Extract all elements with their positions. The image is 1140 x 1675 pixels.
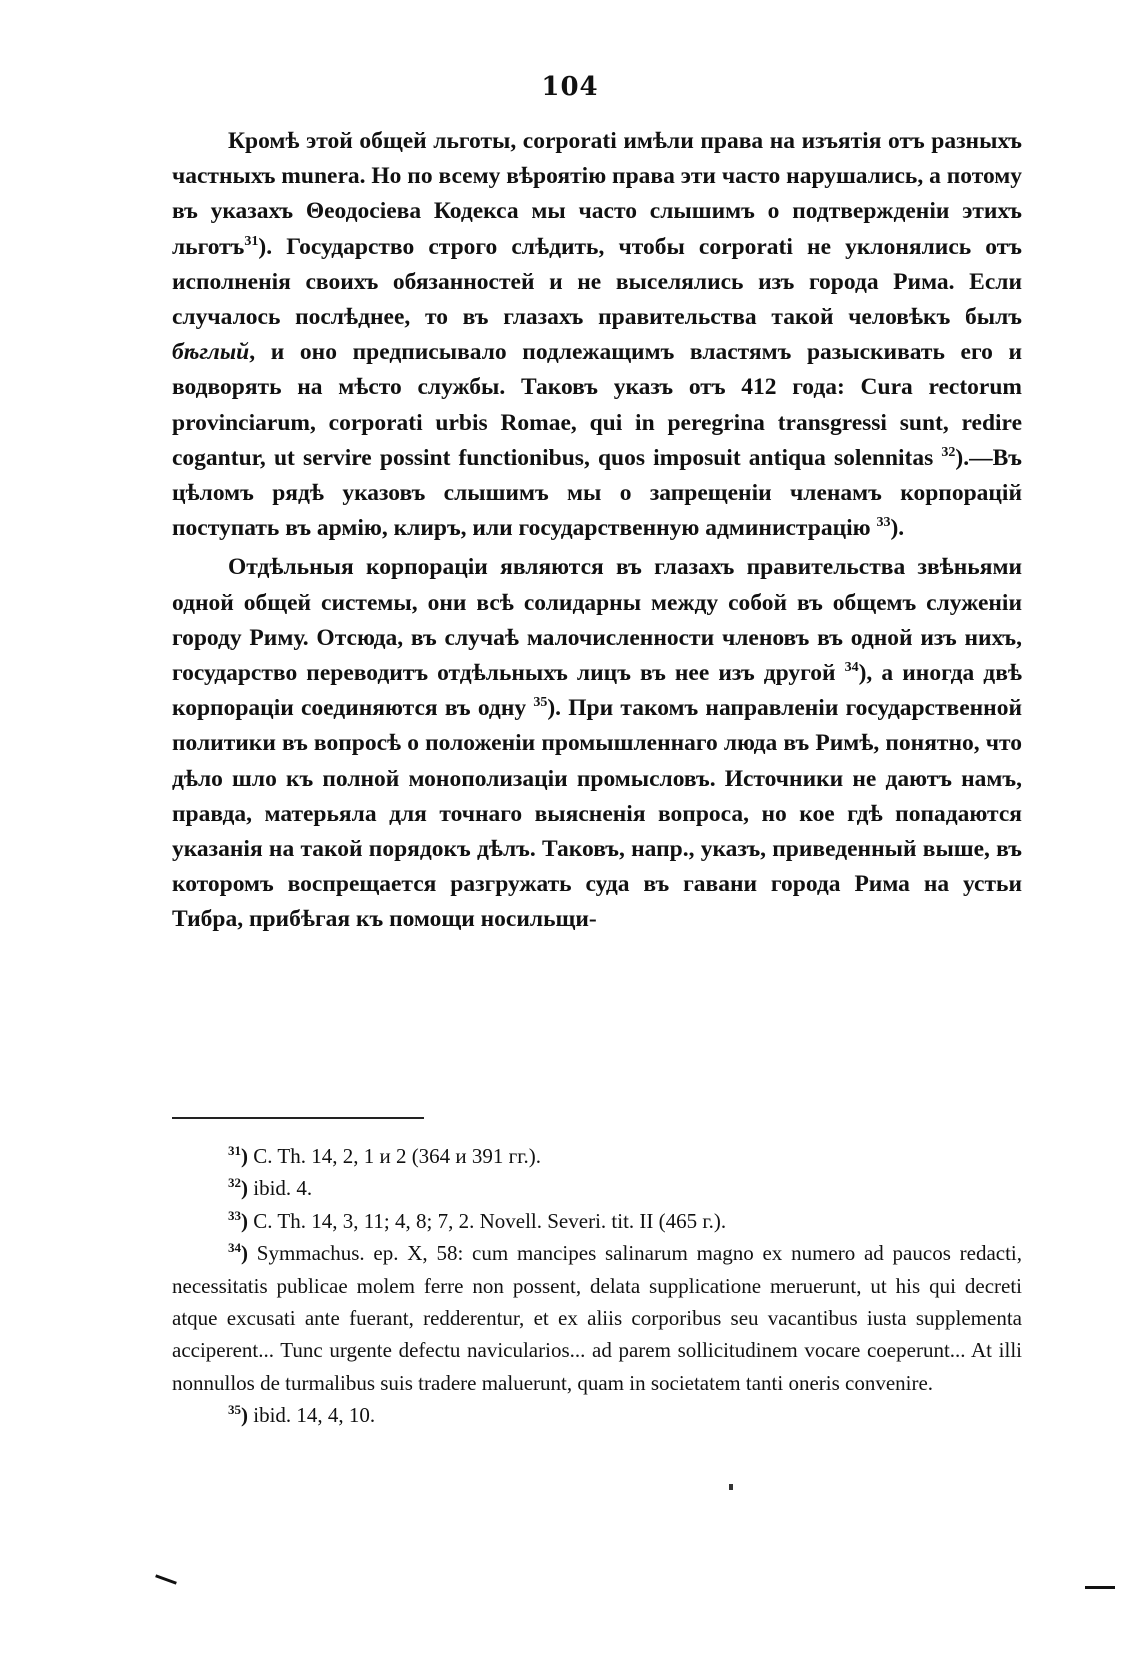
paragraph-1-text-e: ). — [890, 515, 905, 542]
paragraph-2-text-c: ). При такомъ направленіи государственной политики въ вопросѣ о положеніи промышленнаго люда въ Римѣ, понятно, что дѣло шло къ полной монополизаціи промысловъ. Источники не даютъ намъ, правда, матерьяла для точнаго выясненія вопроса, но кое гдѣ попадаются указанія на такой порядокъ дѣлъ. Таковъ, напр., указъ, приведенный выше, въ которомъ воспрещается разгружать суда въ гавани города Рима на устьи Тибра, прибѣгая къ помощи носильщи- — [172, 695, 1022, 933]
italic-word-fugitive: бѣглый — [172, 339, 250, 366]
footnote-number: $^{32}$) — [228, 1175, 248, 1201]
paragraph-1-text-d: ).—Въ цѣломъ рядѣ указовъ слышимъ мы о запрещеніи членамъ корпорацій поступать въ армію, клиръ, или государственную администрацію — [172, 444, 1022, 542]
paragraph-1-text-b: ). Государство строго слѣдить, чтобы corporati не уклонялись отъ исполненія своихъ обязанностей и не выселялись изъ города Рима. Если случалось послѣднее, то въ глазахъ правительства такой человѣкъ былъ — [172, 233, 1022, 331]
footnote-ref-33: 33 — [876, 515, 891, 531]
footnote-32 — [172, 1172, 1022, 1204]
main-text — [172, 124, 1022, 938]
footnote-ref-34: 34 — [844, 660, 859, 676]
footnote-31 — [172, 1140, 1022, 1172]
footnote-text: ibid. 4. — [253, 1176, 313, 1201]
scan-mark-left — [155, 1574, 177, 1584]
footnote-number: $^{35}$) — [228, 1402, 248, 1428]
paragraph-2-text-a: Отдѣльныя корпораціи являются въ глазахъ правительства звѣньями одной общей системы, они всѣ солидарны между собой въ общемъ служеніи городу Риму. Отсюда, въ случаѣ малочисленности членовъ въ одной изъ нихъ, государство переводитъ отдѣльныхъ лицъ въ нее изъ другой — [172, 554, 1022, 687]
paragraph-2 — [172, 550, 1022, 937]
footnote-text: C. Th. 14, 2, 1 и 2 (364 и 391 гг.). — [253, 1144, 542, 1168]
paragraph-1-text-a: Кромѣ этой общей льготы, corporati имѣли права на изъятія отъ разныхъ частныхъ munera. Но по всему вѣроятію права эти часто нарушались, а потому въ указахъ Θеодосіева Кодекса мы часто слышимъ о подтвержденіи этихъ льготъ — [172, 128, 1022, 260]
footnotes — [172, 1140, 1022, 1432]
footnote-ref-31: 31 — [244, 233, 259, 249]
scan-speck — [729, 1484, 733, 1490]
footnote-text: ibid. 14, 4, 10. — [253, 1403, 376, 1428]
footnote-35 — [172, 1399, 1022, 1431]
footnote-34 — [172, 1237, 1022, 1399]
footnote-divider — [172, 1117, 424, 1119]
footnote-text: C. Th. 14, 3, 11; 4, 8; 7, 2. Novell. Severi. tit. II (465 г.). — [253, 1208, 727, 1233]
footnote-ref-32: 32 — [941, 444, 956, 460]
paragraph-1 — [172, 124, 1022, 546]
footnote-33 — [172, 1205, 1022, 1237]
footnote-ref-35: 35 — [533, 695, 548, 711]
footnote-text: Symmachus. ep. X, 58: cum mancipes salinarum magno ex numero ad paucos redacti, necessitatis publicae molem ferre non possent, delata supplicatione meruerunt, ut his qui decreti atque excusati ante fuerant, redderentur, et ex aliis corporibus seu vacantibus iusta supplementa acciperent... Tunc urgente defectu navicularios... ad parem sollicitudinem vocare coeperunt... At illi nonnullos de turmalibus suis tradere maluerunt, quam in societatem tanti oneris convenire. — [172, 1241, 1023, 1395]
footnote-number: $^{34}$) — [228, 1240, 248, 1266]
scan-mark-right — [1085, 1586, 1115, 1589]
footnote-number: $^{31}$) — [228, 1143, 248, 1168]
paragraph-1-text-c: , и оно предписывало подлежащимъ властямъ разыскивать его и водворять на мѣсто службы. Таковъ указъ отъ 412 года: Cura rectorum provinciarum, corporati urbis Romae, qui in peregrina transgressi sunt, redire cogantur, ut servire possint functionibus, quos imposuit antiqua solennitas — [172, 339, 1022, 471]
page-number: 104 — [541, 72, 599, 102]
footnote-number: $^{33}$) — [228, 1207, 248, 1233]
paragraph-2-text-b: ), а иногда двѣ корпораціи соединяются въ одну — [172, 660, 1022, 722]
